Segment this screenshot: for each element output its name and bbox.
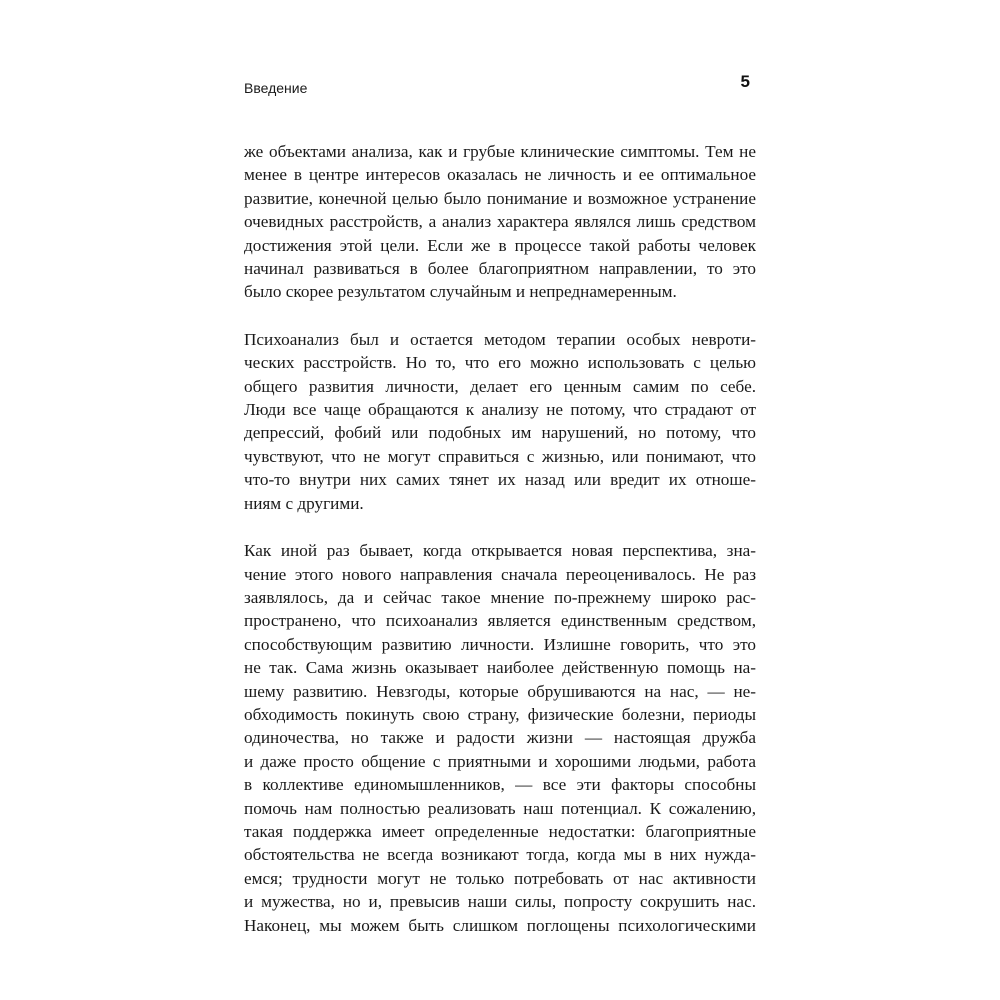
text-line: же объектами анализа, как и грубые клинические симптомы. Тем не [244,142,756,161]
text-line: чувствуют, что не могут справиться с жизнью, или понимают, что [244,446,756,466]
text-line: одиночества, но также и радости жизни — настоящая дружба [244,728,756,748]
text-line: ниям с другими. [244,493,364,513]
text-line: менее в центре интересов оказалась не личность и ее оптимальное [244,165,756,185]
body-text [244,140,756,961]
text-line: емся; трудности могут не только потребовать от нас активности [244,868,756,888]
paragraph-3 [244,539,756,937]
text-line: развитие, конечной целью было понимание и возможное устранение [244,188,756,208]
text-line: общего развития личности, делает его ценным самим по себе. [244,376,756,396]
text-line: в коллективе единомышленников, — все эти факторы способны [244,775,756,795]
text-line: такая поддержка имеет определенные недостатки: благоприятные [244,821,756,841]
text-line: депрессий, фобий или подобных им нарушений, но потому, что [244,423,756,443]
text-line: очевидных расстройств, а анализ характера являлся лишь средством [244,212,756,232]
text-line: и даже просто общение с приятными и хорошими людьми, работа [244,751,756,771]
text-line: Психоанализ был и остается методом терапии особых невроти- [244,329,756,349]
running-head: Введение [244,80,308,96]
paragraph-2 [244,328,756,515]
text-line: начинал развиваться в более благоприятном направлении, то это [244,259,756,279]
text-line: шему развитию. Невзгоды, которые обрушиваются на нас, — не- [244,681,756,701]
text-line: способствующим развитию личности. Излишне говорить, что это [244,634,756,654]
text-line: Наконец, мы можем быть слишком поглощены психологическими [244,915,756,935]
text-line: Люди все чаще обращаются к анализу не потому, что страдают от [244,400,756,420]
text-line: ческих расстройств. Но то, что его можно использовать с целью [244,353,756,373]
page-number: 5 [740,72,750,91]
text-line: обстоятельства не всегда возникают тогда, когда мы в них нужда- [244,845,756,865]
text-line: достижения этой цели. Если же в процессе такой работы человек [244,235,756,255]
text-line: чение этого нового направления сначала переоценивалось. Не раз [244,564,756,584]
paragraph-1 [244,140,756,304]
text-line: пространено, что психоанализ является единственным средством, [244,611,756,631]
text-line: было скорее результатом случайным и непреднамеренным. [244,282,677,302]
text-line: Как иной раз бывает, когда открывается новая перспектива, зна- [244,541,756,561]
text-line: помочь нам полностью реализовать наш потенциал. К сожалению, [244,798,756,818]
text-line: не так. Сама жизнь оказывает наиболее действенную помощь на- [244,658,756,678]
text-line: что-то внутри них самих тянет их назад или вредит их отноше- [244,470,756,490]
text-line: обходимость покинуть свою страну, физические болезни, периоды [244,704,756,724]
text-line: и мужества, но и, превысив наши силы, попросту сокрушить нас. [244,892,756,912]
text-line: заявлялось, да и сейчас такое мнение по-прежнему широко рас- [244,587,756,607]
